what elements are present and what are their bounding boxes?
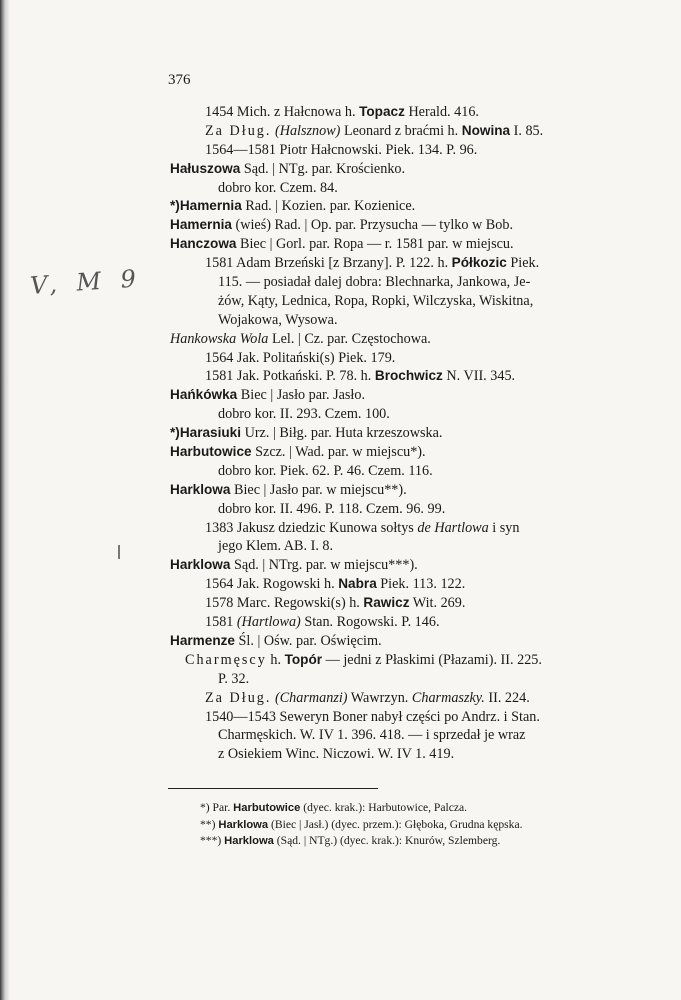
text-segment: — jedni z Płaskimi (Płazami). II. 225. [322, 651, 542, 668]
text-line [0, 292, 681, 311]
text-segment: **) [200, 817, 219, 831]
italic-term: Charmaszky. [411, 689, 485, 706]
text-line [0, 235, 681, 254]
text-segment: P. 32. [218, 670, 250, 687]
entry-term: Harbutowice [170, 444, 252, 460]
text-line [0, 651, 681, 670]
text-segment: Lel. | Cz. par. Częstochowa. [268, 330, 431, 347]
text-segment: dobro kor. II. 496. P. 118. Czem. 96. 99. [218, 500, 446, 517]
text-segment: Wawrzyn. [347, 689, 412, 706]
text-line [0, 519, 681, 538]
text-segment: Sąd. | NTrg. par. w miejscu***). [230, 557, 418, 574]
text-line [0, 726, 681, 745]
page-number: 376 [168, 72, 191, 88]
text-segment: Herald. 416. [404, 104, 479, 120]
italic-term: (Halsznow) [274, 122, 341, 139]
footnote-line [0, 833, 681, 850]
text-line [0, 481, 681, 500]
text-segment: Piek. [506, 255, 540, 272]
text-line [0, 443, 681, 462]
footnote-separator [168, 788, 378, 789]
entry-term: Półkozic [451, 255, 507, 271]
text-line [0, 613, 681, 632]
entry-term: Harklowa [170, 481, 231, 497]
text-segment: dobro kor. Czem. 84. [218, 179, 338, 196]
entry-term: Harmenze [170, 632, 235, 648]
text-segment: II. 224. [484, 689, 530, 706]
italic-term: de Hartlowa [417, 519, 489, 536]
text-segment: z Osiekiem Winc. Niczowi. W. IV 1. 419. [218, 746, 455, 763]
text-segment: Rad. | Kozien. par. Kozienice. [241, 198, 416, 215]
text-line [0, 367, 681, 386]
italic-term: (Charmanzi) [274, 689, 348, 706]
text-segment: Wit. 269. [409, 595, 466, 612]
text-segment: Szcz. | Wad. par. w miejscu*). [251, 444, 426, 461]
text-segment: jego Klem. AB. I. 8. [218, 538, 334, 555]
text-line [0, 689, 681, 708]
text-line [0, 122, 681, 141]
text-segment: 1540—1543 Seweryn Boner nabył części po Andrz. i Stan. [205, 708, 540, 725]
text-segment: 115. — posiadał dalej dobra: Blechnarka, Jankowa, Je- [218, 274, 531, 291]
text-line [0, 216, 681, 235]
entry-term: Rawicz [363, 595, 410, 611]
entry-term: *)Harasiuki [170, 425, 242, 441]
text-line [0, 537, 681, 556]
text-segment: (Sąd. | NTg.) (dyec. krak.): Knurów, Szlemberg. [273, 834, 501, 848]
text-segment: 1383 Jakusz dziedzic Kunowa sołtys [205, 519, 418, 536]
text-line [0, 311, 681, 330]
text-segment: (Biec | Jasł.) (dyec. przem.): Głęboka, Grudna kępska. [268, 817, 523, 831]
entry-term: Brochwicz [374, 368, 443, 384]
entry-term: *)Hamernia [170, 198, 242, 214]
text-line [0, 594, 681, 613]
text-segment: żów, Kąty, Lednica, Ropa, Ropki, Wilczyska, Wiskitna, [218, 292, 534, 309]
text-line [0, 160, 681, 179]
text-line [0, 386, 681, 405]
text-segment: 1581 Adam Brzeński [z Brzany]. P. 122. h. [205, 255, 452, 272]
text-segment: Charmęskich. W. IV 1. 396. 418. — i sprzedał je wraz [218, 727, 526, 744]
text-segment: 1581 Jak. Potkański. P. 78. h. [205, 368, 375, 385]
text-segment: 1581 [205, 614, 237, 631]
text-line [0, 349, 681, 368]
entry-term: Harklowa [170, 557, 231, 573]
text-segment: ***) [200, 834, 225, 848]
entry-term: Topacz [359, 104, 405, 119]
text-segment: N. VII. 345. [442, 368, 516, 385]
text-segment: dobro kor. Piek. 62. P. 46. Czem. 116. [218, 462, 433, 479]
entry-term: Hałuszowa [170, 160, 241, 176]
text-segment: (wieś) Rad. | Op. par. Przysucha — tylko w Bob. [231, 217, 514, 234]
text-segment: Biec | Jasło par. Jasło. [237, 387, 365, 404]
handwritten-annotation: V, M 9 [29, 264, 143, 300]
entry-term: Topór [284, 651, 323, 667]
text-line [0, 745, 681, 764]
text-line [0, 197, 681, 216]
text-segment: dobro kor. II. 293. Czem. 100. [218, 406, 390, 423]
text-line [0, 254, 681, 273]
entry-term: Hanczowa [170, 236, 237, 252]
text-line [0, 141, 681, 160]
text-line [0, 462, 681, 481]
text-line [0, 632, 681, 651]
text-segment: Stan. Rogowski. P. 146. [300, 614, 440, 631]
text-segment: h. [266, 651, 285, 668]
italic-term: (Hartlowa) [236, 614, 301, 631]
text-segment: Biec | Jasło par. w miejscu**). [230, 481, 407, 498]
footnotes [0, 800, 681, 850]
text-line [0, 575, 681, 594]
italic-term: Hankowska Wola [170, 330, 269, 347]
text-line [0, 500, 681, 519]
text-segment: Piek. 113. 122. [376, 576, 466, 593]
text-segment: 1578 Marc. Regowski(s) h. [205, 595, 364, 612]
text-line [0, 708, 681, 727]
text-line [0, 273, 681, 292]
text-line [0, 670, 681, 689]
text-segment: i syn [488, 519, 520, 536]
text-segment: 1454 Mich. z Hałcnowa h. [205, 104, 360, 120]
text-line [0, 424, 681, 443]
text-segment: Biec | Gorl. par. Ropa — r. 1581 par. w miejscu. [236, 236, 514, 253]
text-line [0, 556, 681, 575]
text-segment: Za Dług. [205, 689, 272, 706]
text-segment: Charmęscy [185, 651, 267, 668]
text-line [0, 405, 681, 424]
text-line [0, 330, 681, 349]
entry-term: Nowina [461, 122, 511, 138]
text-segment: 1564 Jak. Politański(s) Piek. 179. [205, 349, 396, 366]
text-segment: Urz. | Biłg. par. Huta krzeszowska. [241, 425, 443, 442]
entry-term: Harklowa [224, 835, 274, 848]
gazetteer-entries [0, 103, 681, 764]
entry-term: Hamernia [170, 217, 232, 233]
entry-term: Harbutowice [233, 802, 301, 814]
text-segment: Wojakowa, Wysowa. [218, 311, 338, 328]
text-line [0, 179, 681, 198]
text-segment: *) Par. [200, 801, 234, 814]
text-line [0, 103, 681, 122]
footnote-line [0, 800, 681, 817]
text-segment: Sąd. | NTg. par. Krościenko. [240, 160, 406, 177]
entry-term: Hańkówka [170, 387, 238, 403]
text-segment: Za Dług. [205, 122, 272, 139]
footnote-line [0, 817, 681, 834]
text-segment: 1564 Jak. Rogowski h. [205, 576, 339, 593]
text-segment: Śl. | Ośw. par. Oświęcim. [234, 632, 382, 649]
entry-term: Nabra [338, 576, 377, 592]
text-segment: (dyec. krak.): Harbutowice, Palcza. [300, 801, 468, 814]
text-segment: I. 85. [510, 122, 544, 139]
text-segment: 1564—1581 Piotr Hałcnowski. Piek. 134. P. 96. [205, 141, 478, 158]
text-segment: Leonard z braćmi h. [340, 122, 462, 139]
entry-term: Harklowa [218, 818, 269, 831]
